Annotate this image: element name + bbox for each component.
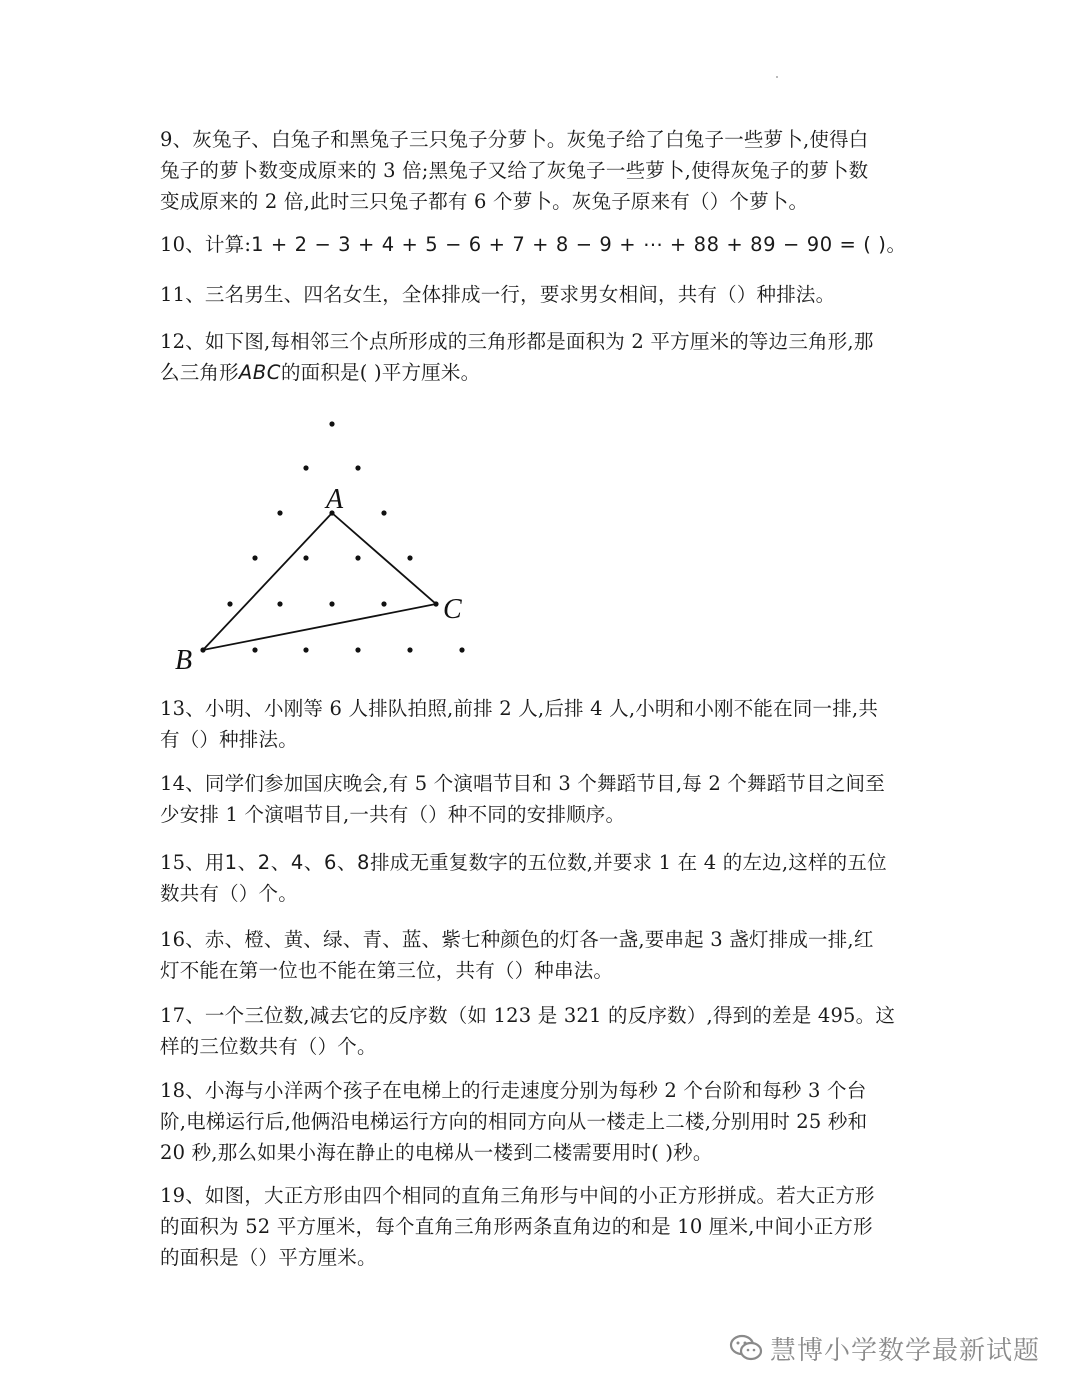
question-19 [160, 1180, 922, 1273]
dot-grid-triangle-figure [160, 400, 500, 680]
question-line: 9、灰兔子、白兔子和黑兔子三只兔子分萝卜。灰兔子给了白兔子一些萝卜,使得白 [160, 128, 869, 151]
question-14 [160, 768, 922, 830]
question-line [160, 229, 922, 260]
grid-dot [252, 647, 257, 652]
question-prefix: 10、计算: [160, 233, 252, 256]
question-line [160, 847, 922, 878]
question-12 [160, 326, 922, 388]
question-17 [160, 1000, 922, 1062]
question-line: 阶,电梯运行后,他俩沿电梯运行方向的相同方向从一楼走上二楼,分别用时 25 秒和 [160, 1110, 868, 1133]
question-line: 样的三位数共有（）个。 [160, 1035, 377, 1058]
question-line: 兔子的萝卜数变成原来的 3 倍;黑兔子又给了灰兔子一些萝卜,使得灰兔子的萝卜数 [160, 159, 869, 182]
grid-dot [252, 555, 257, 560]
question-line: 16、赤、橙、黄、绿、青、蓝、紫七种颜色的灯各一盏,要串起 3 盏灯排成一排,红 [160, 928, 874, 951]
question-line: 14、同学们参加国庆晚会,有 5 个演唱节目和 3 个舞蹈节目,每 2 个舞蹈节目之间至 [160, 772, 885, 795]
question-line: 13、小明、小刚等 6 人排队拍照,前排 2 人,后排 4 人,小明和小刚不能在同一排,共 [160, 697, 879, 720]
question-line: 数共有（）个。 [160, 882, 298, 905]
question-line: 变成原来的 2 倍,此时三只兔子都有 6 个萝卜。灰兔子原来有（）个萝卜。 [160, 190, 809, 213]
grid-dot [303, 647, 308, 652]
watermark-text: 慧博小学数学最新试题 [770, 1335, 1041, 1366]
text-fragment: 的面积是( )平方厘米。 [280, 361, 481, 384]
grid-dot [355, 647, 360, 652]
question-line: 的面积为 52 平方厘米，每个直角三角形两条直角边的和是 10 厘米,中间小正方形 [160, 1215, 873, 1238]
vertex-label-c: C [443, 594, 462, 625]
grid-dot [329, 601, 334, 606]
question-16 [160, 924, 922, 986]
grid-dot [277, 510, 282, 515]
wechat-icon [728, 1333, 764, 1363]
text-fragment: 15、用 [160, 851, 225, 874]
scan-speck [776, 76, 778, 78]
vertex-label-b: B [175, 645, 193, 676]
question-13 [160, 693, 922, 755]
question-11 [160, 279, 922, 310]
grid-dot [303, 465, 308, 470]
question-15 [160, 847, 922, 909]
text-fragment: 排成无重复数字的五位数,并要求 1 在 4 的左边,这样的五位 [370, 851, 887, 874]
triangle-variable: ABC [238, 361, 281, 384]
math-expression: 1 + 2 − 3 + 4 + 5 − 6 + 7 + 8 − 9 + ⋯ + 88 + 89 − 90 = ( )。 [251, 233, 907, 256]
digit-list: 1、2、4、6、8 [224, 851, 371, 874]
grid-dot [381, 601, 386, 606]
grid-dot [303, 555, 308, 560]
grid-dot [381, 510, 386, 515]
question-line: 灯不能在第一位也不能在第三位，共有（）种串法。 [160, 959, 614, 982]
question-line: 19、如图，大正方形由四个相同的直角三角形与中间的小正方形拼成。若大正方形 [160, 1184, 875, 1207]
question-line: 有（）种排法。 [160, 728, 298, 751]
grid-dot [407, 647, 412, 652]
grid-dot [355, 465, 360, 470]
text-fragment: 么三角形 [160, 361, 239, 384]
question-9 [160, 124, 922, 217]
grid-dot [277, 601, 282, 606]
question-line: 的面积是（）平方厘米。 [160, 1246, 377, 1269]
question-line: 11、三名男生、四名女生，全体排成一行，要求男女相间，共有（）种排法。 [160, 283, 836, 306]
grid-dot [329, 421, 334, 426]
grid-dot [407, 555, 412, 560]
question-line: 18、小海与小洋两个孩子在电梯上的行走速度分别为每秒 2 个台阶和每秒 3 个台 [160, 1079, 867, 1102]
grid-dot [227, 601, 232, 606]
grid-dot [355, 555, 360, 560]
question-line: 12、如下图,每相邻三个点所形成的三角形都是面积为 2 平方厘米的等边三角形,那 [160, 330, 874, 353]
grid-dots [200, 421, 464, 652]
question-line: 17、一个三位数,减去它的反序数（如 123 是 321 的反序数）,得到的差是 495。这 [160, 1004, 896, 1027]
question-18 [160, 1075, 922, 1168]
watermark [728, 1328, 1040, 1368]
question-line: 20 秒,那么如果小海在静止的电梯从一楼到二楼需要用时( )秒。 [160, 1141, 713, 1164]
vertex-label-a: A [326, 484, 344, 515]
question-line [160, 357, 922, 388]
grid-dot [459, 647, 464, 652]
question-10 [160, 229, 922, 260]
question-line: 少安排 1 个演唱节目,一共有（）种不同的安排顺序。 [160, 803, 626, 826]
triangle-abc [203, 513, 436, 650]
